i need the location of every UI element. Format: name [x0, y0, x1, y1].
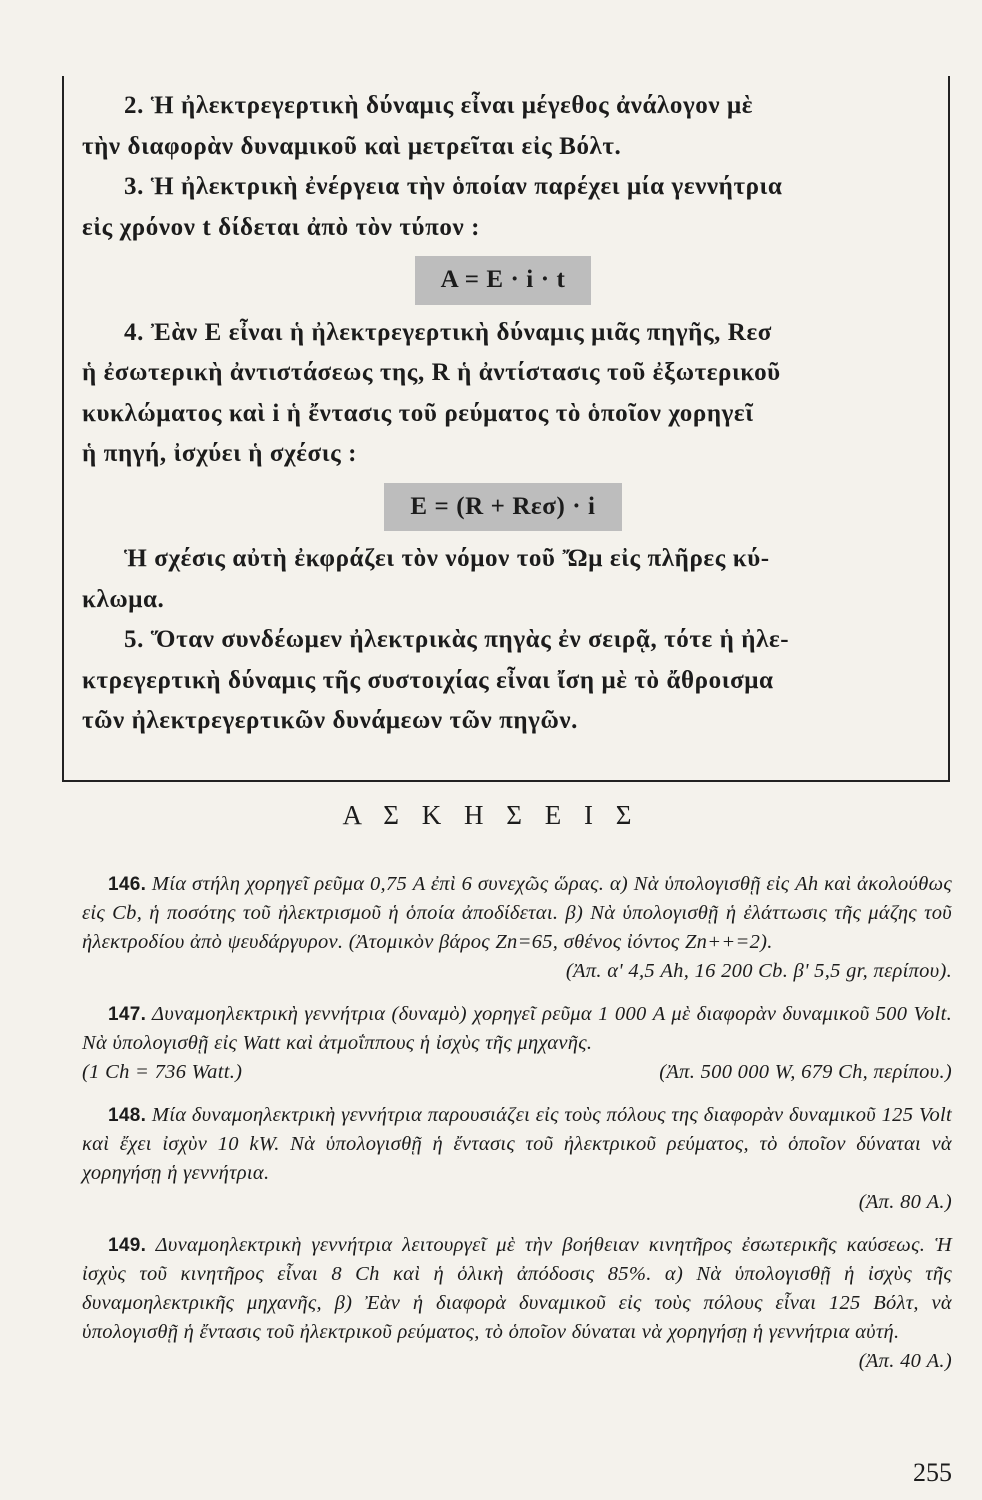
exercise-number: 149. — [108, 1235, 147, 1256]
exercises-heading: Α Σ Κ Η Σ Ε Ι Σ — [342, 800, 640, 830]
exercise-answer: (Ἀπ. 80 A.) — [858, 1191, 952, 1213]
exercise-note-row — [82, 1058, 952, 1087]
item-4-line-2: ἡ ἐσωτερικὴ ἀντιστάσεως της, R ἡ ἀντίστασις τοῦ ἐξωτερικοῦ — [82, 359, 781, 386]
exercise-answer: (Ἀπ. 500 000 W, 679 Ch, περίπου.) — [659, 1061, 952, 1083]
exercise-text: Δυναμοηλεκτρικὴ γεννήτρια (δυναμὸ) χορηγεῖ ρεῦμα 1 000 A μὲ διαφορὰν δυναμικοῦ 500 Volt. Νὰ ὑπολογισθῇ εἰς Watt καὶ ἀτμοΐππους ἡ ἰσχὺς τῆς μηχανῆς. — [82, 1003, 953, 1054]
exercise-149 — [82, 1231, 952, 1376]
item-5-line-2: κτρεγερτικὴ δύναμις τῆς συστοιχίας εἶναι ἴση μὲ τὸ ἄθροισμα — [82, 666, 774, 694]
exercise-answer: (Ἀπ. 40 A.) — [858, 1350, 952, 1372]
item-5-line-1: 5. Ὅταν συνδέωμεν ἠλεκτρικὰς πηγὰς ἐν σειρᾷ, τότε ἡ ἠλε- — [124, 626, 790, 653]
exercise-note: (1 Ch = 736 Watt.) — [82, 1061, 243, 1083]
exercise-text: Μία στήλη χορηγεῖ ρεῦμα 0,75 A ἐπὶ 6 συνεχῶς ὥρας. α) Νὰ ὑπολογισθῇ εἰς Ah καὶ ἀκολούθως εἰς Cb, ἡ ποσότης τοῦ ἠλεκτρισμοῦ ἡ ὁποία ἀποδίδεται. β) Νὰ ὑπολογισθῇ ἡ ἐλάττωσις τῆς μάζης τοῦ ἠλεκτροδίου ἀπὸ ψευδάργυρον. (Ἀτομικὸν βάρος Zn=65, σθένος ἰόντος Zn++=2). — [82, 873, 952, 953]
exercises-list — [82, 870, 952, 1390]
summary-box — [82, 86, 924, 742]
page-number: 255 — [913, 1458, 952, 1487]
exercise-147 — [82, 1000, 952, 1087]
ohm-law-line-2: κλωμα. — [82, 585, 165, 613]
item-3-line-2: εἰς χρόνον t δίδεται ἀπὸ τὸν τύπον : — [82, 213, 481, 241]
energy-formula: A = E · i · t — [415, 256, 592, 305]
exercise-146 — [82, 870, 952, 986]
item-2-line-1: 2. Ἡ ἠλεκτρεγερτικὴ δύναμις εἶναι μέγεθος ἀνάλογον μὲ — [124, 92, 754, 119]
ohm-formula: E = (R + Rεσ) · i — [384, 483, 621, 532]
exercise-text: Δυναμοηλεκτρικὴ γεννήτρια λειτουργεῖ μὲ τὴν βοήθειαν κινητῆρος ἐσωτερικῆς καύσεως. Ἡ ἰσχὺς τοῦ κινητῆρος εἶναι 8 Ch καὶ ἡ ὁλικὴ ἀπόδοσις 85%. α) Νὰ ὑπολογισθῇ ἡ ἰσχὺς τῆς δυναμοηλεκτρικῆς μηχανῆς, β) Ἐὰν ἡ διαφορὰ δυναμικοῦ εἰς τοὺς πόλους εἶναι 125 Βόλτ, νὰ ὑπολογισθῇ ἡ ἔντασις τοῦ ἠλεκτρικοῦ ρεύματος, τὸ ὁποῖον δύναται νὰ χορηγήσῃ ἡ γεννήτρια αὐτή. — [82, 1234, 952, 1343]
exercise-answer: (Ἀπ. α' 4,5 Ah, 16 200 Cb. β' 5,5 gr, περίπου). — [565, 960, 952, 982]
item-2-line-2: τὴν διαφορὰν δυναμικοῦ καὶ μετρεῖται εἰς Βόλτ. — [82, 132, 622, 160]
exercise-number: 148. — [108, 1105, 147, 1126]
exercise-number: 147. — [108, 1004, 147, 1025]
item-4-line-3: κυκλώματος καὶ i ἡ ἔντασις τοῦ ρεύματος τὸ ὁποῖον χορηγεῖ — [82, 399, 754, 427]
exercise-148 — [82, 1101, 952, 1217]
exercise-text: Μία δυναμοηλεκτρικὴ γεννήτρια παρουσιάζει εἰς τοὺς πόλους της διαφορὰν δυναμικοῦ 125 Volt καὶ ἔχει ἰσχὺν 10 kW. Νὰ ὑπολογισθῇ ἡ ἔντασις τοῦ ἠλεκτρικοῦ ρεύματος, τὸ ὁποῖον δύναται νὰ χορηγήσῃ ἡ γεννήτρια. — [82, 1104, 952, 1184]
item-4-line-4: ἡ πηγή, ἰσχύει ἡ σχέσις : — [82, 440, 358, 467]
exercise-number: 146. — [108, 874, 147, 895]
item-4-line-1: 4. Ἐὰν E εἶναι ἡ ἠλεκτρεγερτικὴ δύναμις μιᾶς πηγῆς, Rεσ — [124, 318, 772, 346]
item-3-line-1: 3. Ἡ ἠλεκτρικὴ ἐνέργεια τὴν ὁποίαν παρέχει μία γεννήτρια — [124, 173, 783, 200]
ohm-law-line-1: Ἡ σχέσις αὐτὴ ἐκφράζει τὸν νόμον τοῦ Ὤμ εἰς πλῆρες κύ- — [124, 545, 770, 572]
item-5-line-3: τῶν ἠλεκτρεγερτικῶν δυνάμεων τῶν πηγῶν. — [82, 707, 578, 734]
